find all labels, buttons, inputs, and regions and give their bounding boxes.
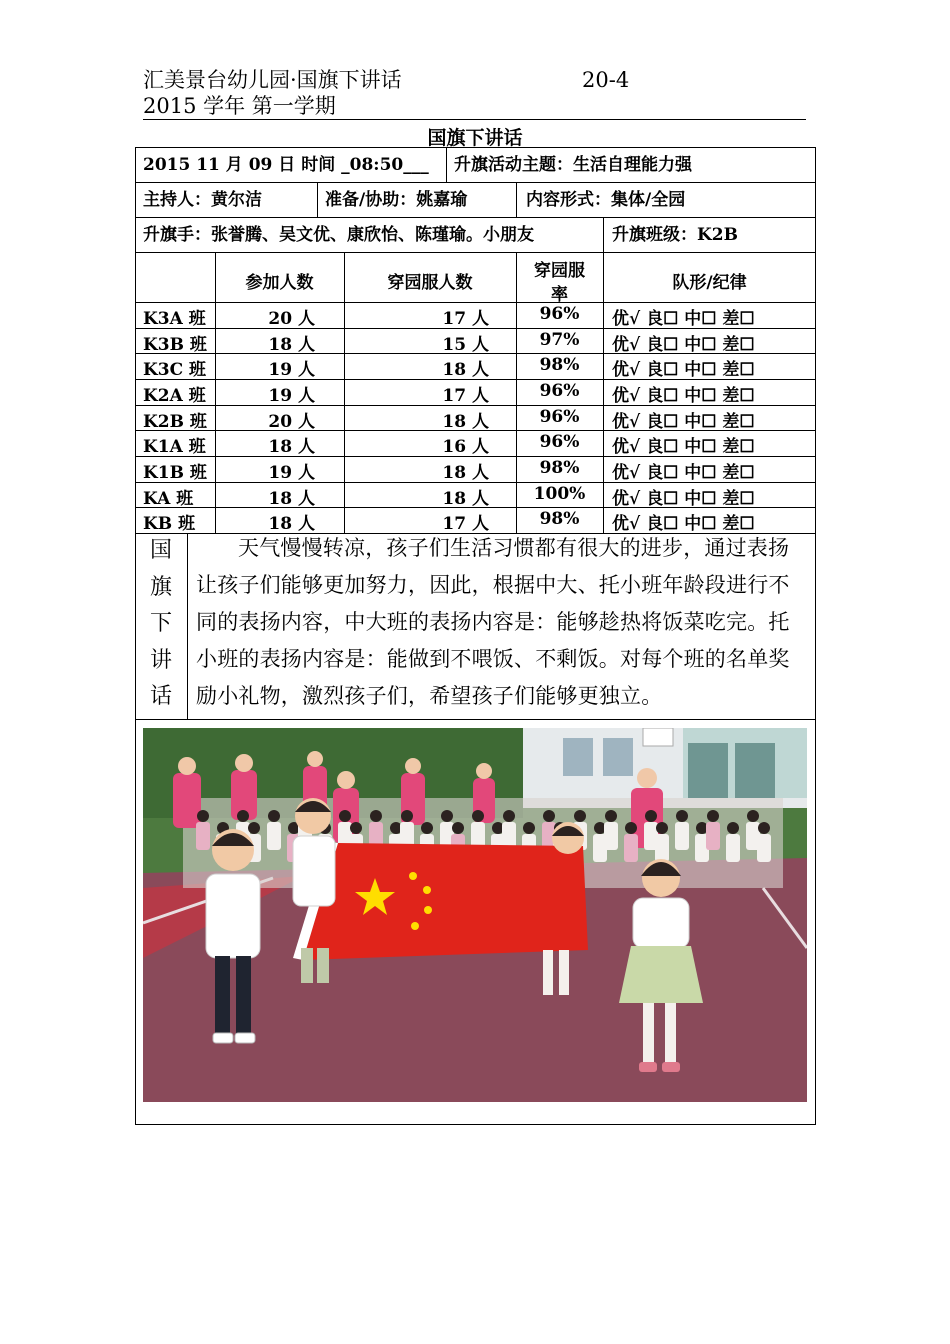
table-row-divider bbox=[135, 405, 816, 406]
table-row-divider bbox=[135, 379, 816, 380]
uniform-rate: 97% bbox=[539, 329, 580, 350]
uniform-rate: 96% bbox=[539, 432, 580, 453]
attendance-count: 18 人 bbox=[268, 437, 315, 458]
class-name: K3C 班 bbox=[143, 360, 207, 381]
speech-divider bbox=[187, 533, 188, 719]
uniform-count: 17 人 bbox=[442, 514, 489, 535]
col-divider bbox=[317, 182, 318, 217]
attendance-count: 19 人 bbox=[268, 385, 315, 406]
speech-side-char: 话 bbox=[149, 684, 172, 709]
speech-side-char: 国 bbox=[149, 538, 172, 563]
class-name: KB 班 bbox=[143, 514, 196, 535]
uniform-count: 16 人 bbox=[442, 437, 489, 458]
uniform-rate: 98% bbox=[539, 457, 580, 478]
uniform-count: 18 人 bbox=[442, 462, 489, 483]
uniform-count: 15 人 bbox=[442, 334, 489, 355]
row-divider bbox=[135, 252, 816, 253]
col-header-uniform-count: 穿园服人数 bbox=[387, 273, 473, 293]
table-header-divider bbox=[135, 302, 816, 303]
class-name: K2B 班 bbox=[143, 411, 207, 432]
header-school-title: 汇美景台幼儿园·国旗下讲话 bbox=[143, 68, 402, 92]
flag-raisers-field: 升旗手：张誉腾、吴文优、康欣怡、陈瑾瑜。小朋友 bbox=[143, 225, 534, 245]
uniform-rate: 96% bbox=[539, 406, 580, 427]
discipline-rating: 优√ 良☐ 中☐ 差☐ bbox=[612, 385, 755, 406]
uniform-count: 18 人 bbox=[442, 360, 489, 381]
uniform-count: 17 人 bbox=[442, 385, 489, 406]
speech-side-label bbox=[135, 533, 187, 716]
uniform-count: 18 人 bbox=[442, 488, 489, 509]
speech-side-char: 下 bbox=[149, 611, 172, 636]
speech-text: 天气慢慢转凉，孩子们生活习惯都有很大的进步，通过表扬让孩子们能够更加努力，因此，根据中大、托小班年龄段进行不同的表扬内容，中大班的表扬内容是：能够趁热将饭菜吃完。托小班的表扬内容是：能做到不喂饭、不剩饭。对每个班的名单奖励小礼物，激烈孩子们，希望孩子们能够更独立。 bbox=[196, 536, 790, 708]
discipline-rating: 优√ 良☐ 中☐ 差☐ bbox=[612, 334, 755, 355]
class-name: K1A 班 bbox=[143, 437, 206, 458]
col-divider bbox=[446, 147, 447, 182]
header-semester: 2015 学年 第一学期 bbox=[143, 94, 336, 118]
uniform-rate: 100% bbox=[533, 483, 586, 504]
discipline-rating: 优√ 良☐ 中☐ 差☐ bbox=[612, 309, 755, 329]
col-header-uniform-rate-line2: 率 bbox=[551, 285, 568, 305]
theme-field: 升旗活动主题：生活自理能力强 bbox=[454, 155, 692, 175]
col-divider bbox=[516, 182, 517, 217]
speech-side-char: 讲 bbox=[149, 647, 172, 673]
date-time-field: 2015 11 月 09 日 时间 _08:50___ bbox=[143, 155, 429, 175]
table-row-divider bbox=[135, 430, 816, 431]
document-title: 国旗下讲话 bbox=[427, 127, 523, 149]
table-row-divider bbox=[135, 456, 816, 457]
class-name: K1B 班 bbox=[143, 462, 207, 483]
col-header-attendance: 参加人数 bbox=[245, 273, 314, 293]
uniform-rate: 96% bbox=[539, 304, 580, 324]
discipline-rating: 优√ 良☐ 中☐ 差☐ bbox=[612, 514, 755, 535]
discipline-rating: 优√ 良☐ 中☐ 差☐ bbox=[612, 488, 755, 509]
row-divider bbox=[135, 182, 816, 183]
attendance-count: 18 人 bbox=[268, 488, 315, 509]
table-row-divider bbox=[135, 482, 816, 483]
header-rule bbox=[143, 119, 806, 120]
col-divider bbox=[603, 252, 604, 533]
uniform-rate: 96% bbox=[539, 380, 580, 401]
discipline-rating: 优√ 良☐ 中☐ 差☐ bbox=[612, 360, 755, 381]
format-field: 内容形式：集体/全园 bbox=[526, 190, 686, 210]
attendance-count: 20 人 bbox=[268, 309, 315, 329]
table-row-divider bbox=[135, 507, 816, 508]
assist-field: 准备/协助：姚嘉瑜 bbox=[325, 190, 468, 210]
attendance-count: 18 人 bbox=[268, 334, 315, 355]
uniform-count: 18 人 bbox=[442, 411, 489, 432]
speech-bottom bbox=[135, 719, 816, 720]
host-field: 主持人：黄尔洁 bbox=[143, 190, 262, 210]
row-divider bbox=[135, 217, 816, 218]
discipline-rating: 优√ 良☐ 中☐ 差☐ bbox=[612, 437, 755, 458]
table-row-divider bbox=[135, 353, 816, 354]
flag-ceremony-photo bbox=[143, 728, 807, 1102]
attendance-count: 18 人 bbox=[268, 514, 315, 535]
attendance-count: 19 人 bbox=[268, 360, 315, 381]
attendance-count: 20 人 bbox=[268, 411, 315, 432]
col-header-discipline: 队形/纪律 bbox=[672, 273, 747, 293]
class-name: K3B 班 bbox=[143, 334, 207, 355]
attendance-count: 19 人 bbox=[268, 462, 315, 483]
uniform-rate: 98% bbox=[539, 509, 580, 530]
uniform-count: 17 人 bbox=[442, 309, 489, 329]
class-name: K2A 班 bbox=[143, 385, 206, 406]
discipline-rating: 优√ 良☐ 中☐ 差☐ bbox=[612, 462, 755, 483]
page-number: 20-4 bbox=[582, 68, 630, 92]
col-header-uniform-rate-line1: 穿园服 bbox=[534, 261, 585, 281]
discipline-rating: 优√ 良☐ 中☐ 差☐ bbox=[612, 411, 755, 432]
class-name: KA 班 bbox=[143, 488, 194, 509]
speech-side-char: 旗 bbox=[149, 574, 172, 600]
table-row-divider bbox=[135, 328, 816, 329]
col-divider bbox=[603, 217, 604, 252]
uniform-rate: 98% bbox=[539, 355, 580, 376]
flag-class-field: 升旗班级：K2B bbox=[612, 225, 738, 245]
class-name: K3A 班 bbox=[143, 309, 206, 329]
